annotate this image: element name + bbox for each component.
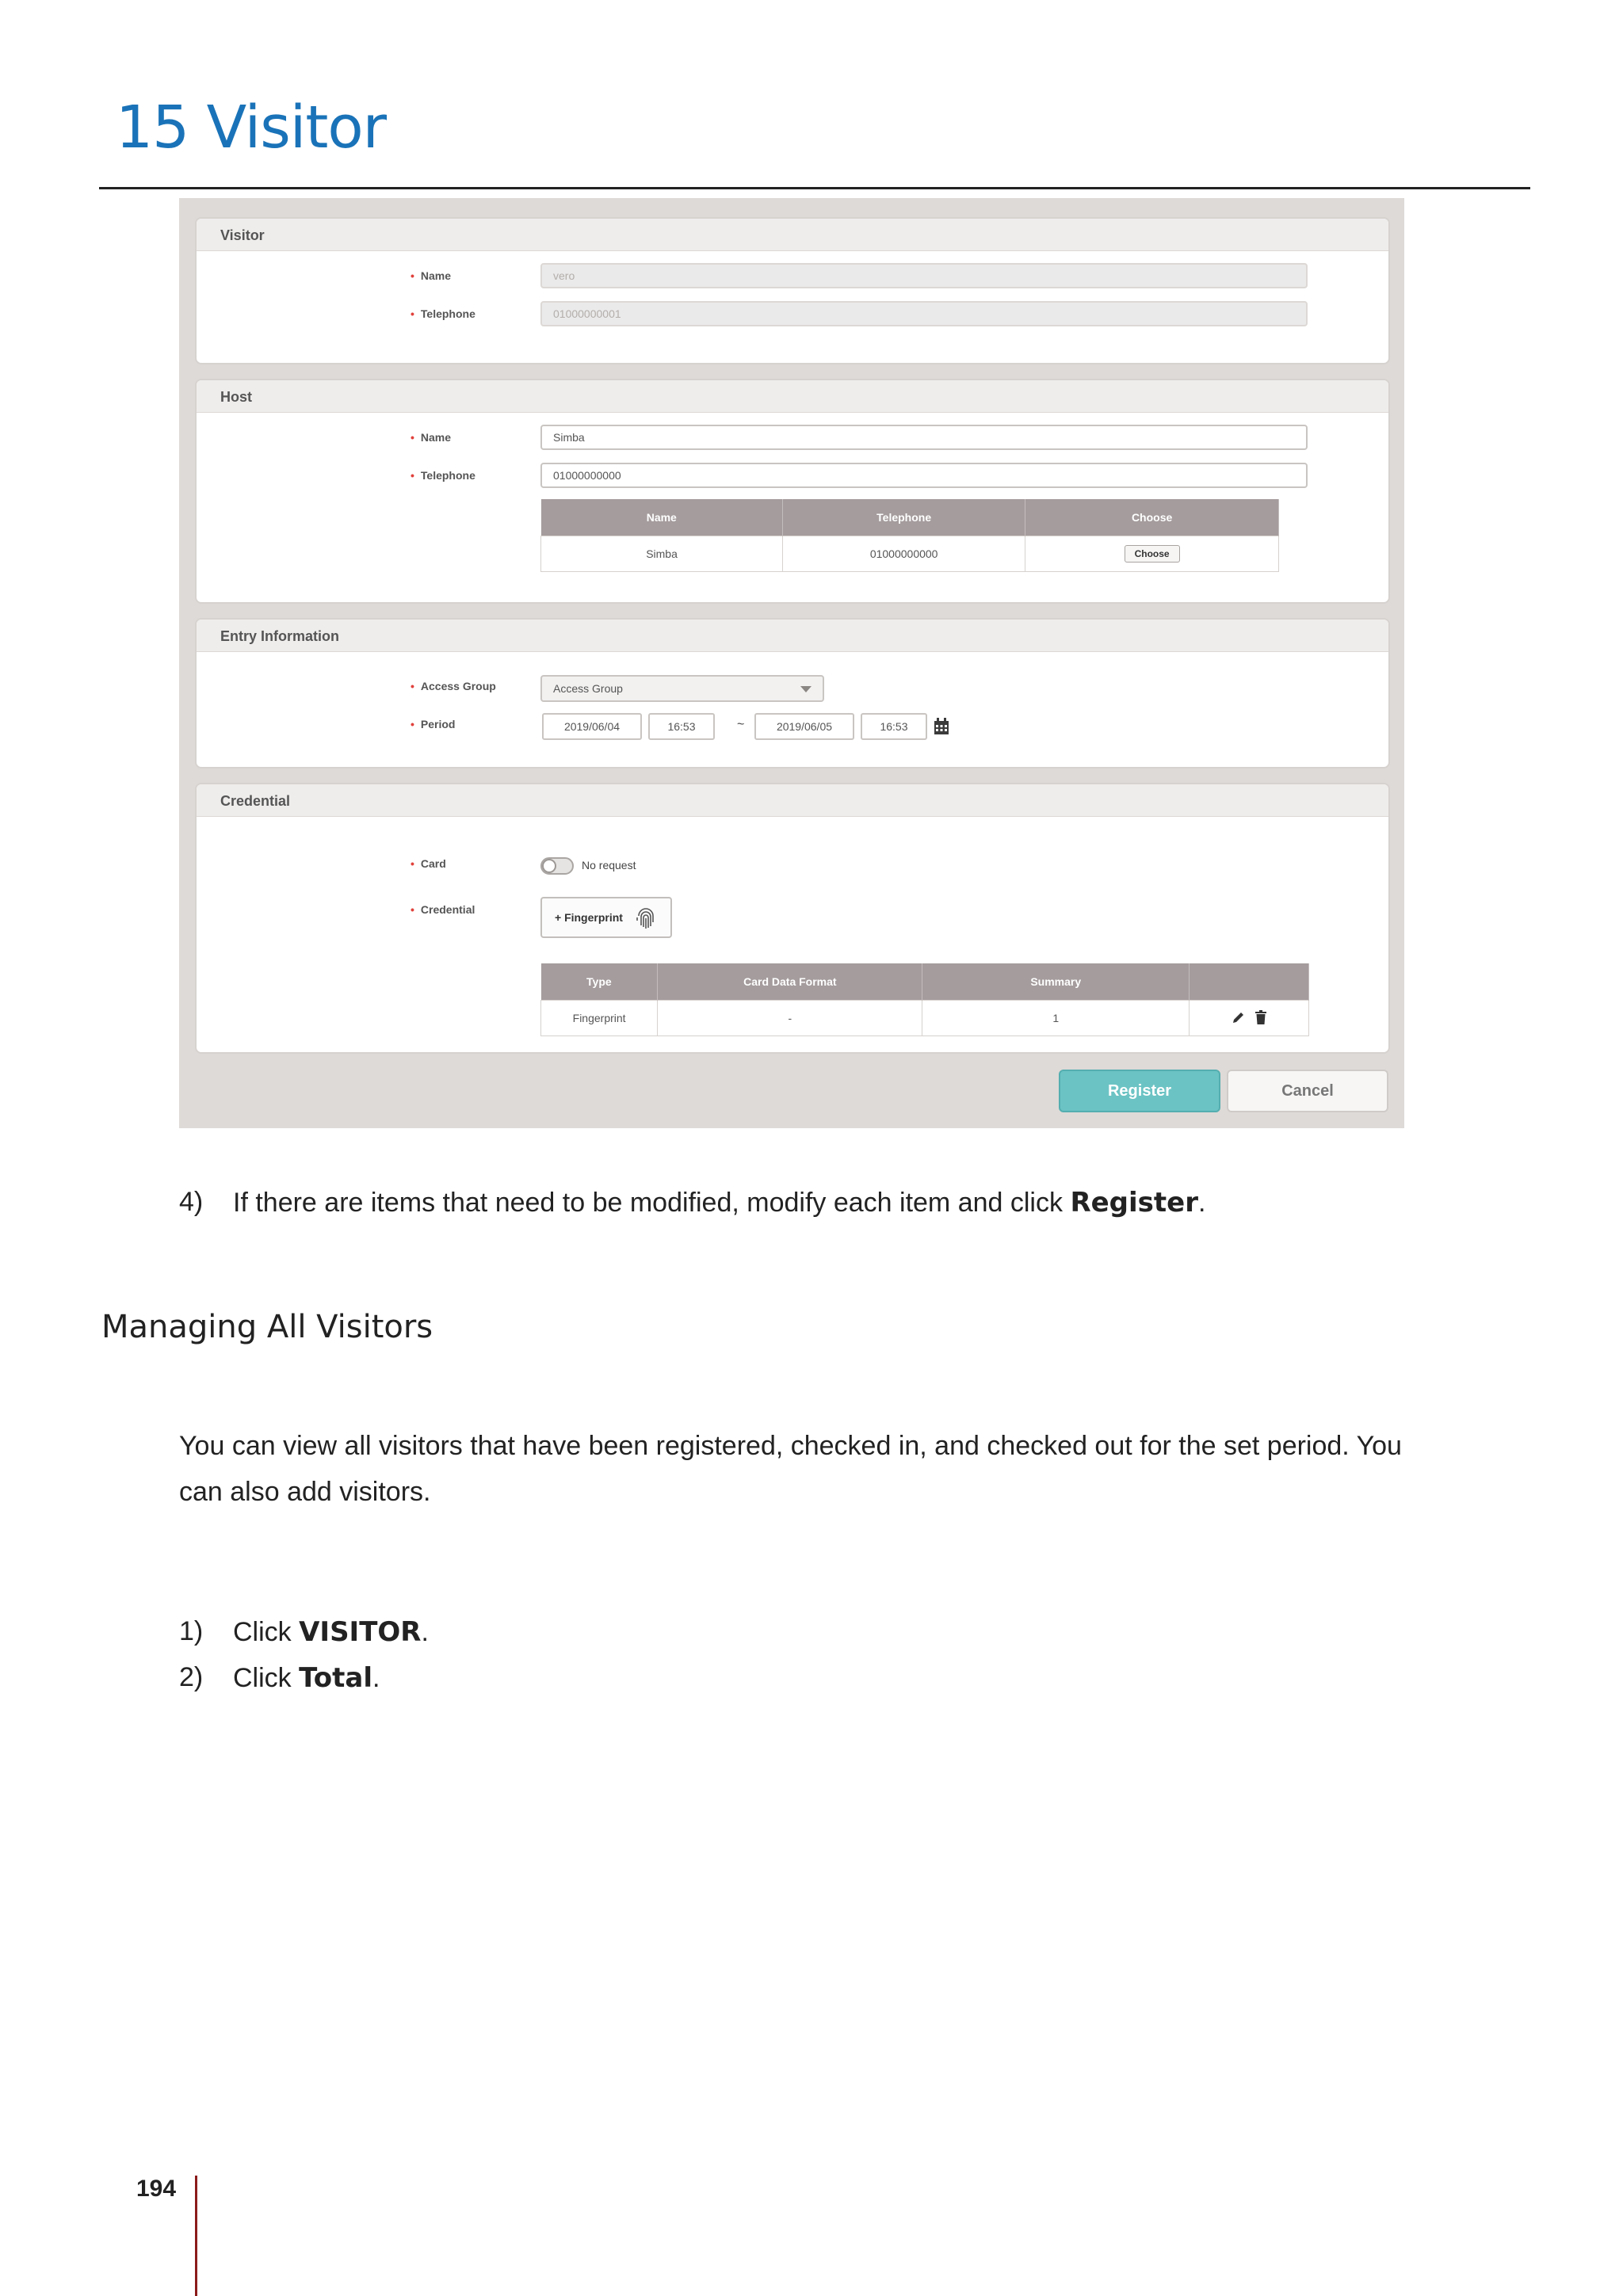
host-table-header-choose: Choose xyxy=(1025,499,1279,536)
start-time-field[interactable]: 16:53 xyxy=(648,713,715,740)
step-2-text xyxy=(233,1662,380,1694)
credential-panel-heading: Credential xyxy=(197,784,1388,817)
access-group-select[interactable] xyxy=(540,675,824,702)
intro-line-2: can also add visitors. xyxy=(179,1477,431,1507)
host-table-header-name: Name xyxy=(541,499,783,536)
add-fingerprint-label: + Fingerprint xyxy=(555,911,623,924)
period-separator: ~ xyxy=(737,718,745,731)
host-telephone-field[interactable]: 01000000000 xyxy=(540,463,1308,488)
host-search-table xyxy=(540,499,1279,572)
card-label: • Card xyxy=(411,857,446,870)
entry-information-panel xyxy=(195,618,1390,769)
table-row xyxy=(541,1001,1309,1036)
step-4-bold: Register xyxy=(1070,1187,1198,1219)
host-name-field[interactable]: Simba xyxy=(540,425,1308,450)
entry-panel-heading: Entry Information xyxy=(197,620,1388,652)
toggle-knob xyxy=(542,859,556,873)
step-4-number: 4) xyxy=(179,1187,204,1217)
fingerprint-icon xyxy=(634,906,658,930)
access-group-value: Access Group xyxy=(553,682,623,695)
credential-row-summary: 1 xyxy=(922,1001,1190,1036)
credential-table-header-format: Card Data Format xyxy=(658,963,922,1001)
visitor-panel xyxy=(195,217,1390,364)
period-label: • Period xyxy=(411,718,455,730)
section-title: Managing All Visitors xyxy=(101,1309,433,1345)
credential-table-header-summary: Summary xyxy=(922,963,1190,1001)
chapter-title: 15 Visitor xyxy=(116,93,387,162)
footer-rule xyxy=(195,2176,197,2296)
add-fingerprint-button[interactable] xyxy=(540,897,672,938)
step-4-body: If there are items that need to be modified, modify each item and click xyxy=(233,1188,1071,1218)
table-row xyxy=(541,536,1279,572)
chevron-down-icon xyxy=(800,686,812,692)
card-toggle-text: No request xyxy=(582,859,636,871)
end-time-field[interactable]: 16:53 xyxy=(861,713,927,740)
host-row-telephone: 01000000000 xyxy=(783,536,1025,572)
host-telephone-label: • Telephone xyxy=(411,469,475,482)
credential-row-format: - xyxy=(658,1001,922,1036)
step-2-number: 2) xyxy=(179,1662,204,1692)
calendar-icon[interactable] xyxy=(934,718,949,739)
credential-table xyxy=(540,963,1309,1036)
page-number: 194 xyxy=(136,2176,177,2202)
visitor-telephone-label: • Telephone xyxy=(411,307,475,320)
step-1-text xyxy=(233,1616,429,1648)
host-panel-heading: Host xyxy=(197,380,1388,413)
card-toggle[interactable] xyxy=(540,857,574,875)
cancel-button[interactable]: Cancel xyxy=(1227,1070,1388,1112)
step-1-end: . xyxy=(421,1617,429,1647)
step-1-body: Click xyxy=(233,1617,300,1647)
credential-table-header-type: Type xyxy=(541,963,658,1001)
visitor-panel-heading: Visitor xyxy=(197,219,1388,251)
delete-icon[interactable] xyxy=(1255,1010,1266,1027)
visitor-telephone-field[interactable]: 01000000001 xyxy=(540,301,1308,326)
step-2-bold: Total xyxy=(299,1662,372,1694)
header-rule xyxy=(99,187,1530,189)
step-2-body: Click xyxy=(233,1663,300,1693)
visitor-name-label: • Name xyxy=(411,269,451,282)
step-1-bold: VISITOR xyxy=(299,1616,422,1648)
step-4-end: . xyxy=(1198,1188,1206,1218)
end-date-field[interactable]: 2019/06/05 xyxy=(754,713,854,740)
host-table-header-telephone: Telephone xyxy=(783,499,1025,536)
credential-panel xyxy=(195,783,1390,1054)
choose-button[interactable]: Choose xyxy=(1125,545,1180,563)
start-date-field[interactable]: 2019/06/04 xyxy=(542,713,642,740)
credential-label: • Credential xyxy=(411,903,475,916)
step-4-text xyxy=(233,1187,1205,1219)
step-1-number: 1) xyxy=(179,1616,204,1646)
visitor-form-screenshot xyxy=(179,198,1404,1128)
access-group-label: • Access Group xyxy=(411,680,496,692)
step-2-end: . xyxy=(372,1663,380,1693)
host-row-name: Simba xyxy=(541,536,783,572)
host-name-label: • Name xyxy=(411,431,451,444)
host-panel xyxy=(195,379,1390,604)
edit-icon[interactable] xyxy=(1232,1010,1246,1027)
credential-row-type: Fingerprint xyxy=(541,1001,658,1036)
visitor-name-field[interactable]: vero xyxy=(540,263,1308,288)
credential-table-header-actions xyxy=(1190,963,1309,1001)
register-button[interactable]: Register xyxy=(1059,1070,1220,1112)
intro-line-1: You can view all visitors that have been registered, checked in, and checked out for the set period. You xyxy=(179,1431,1402,1461)
